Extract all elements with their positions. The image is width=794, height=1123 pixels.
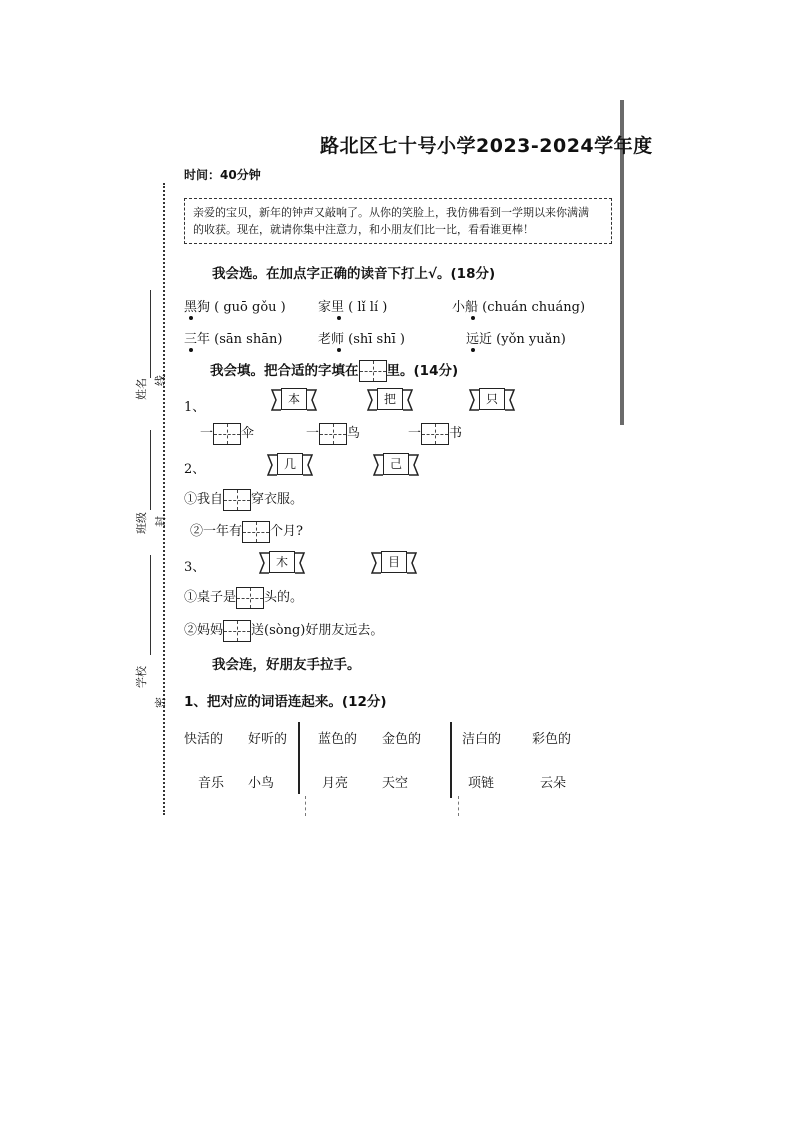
s1-item-1 <box>184 296 286 315</box>
q3-s1-post: 头的。 <box>264 590 304 605</box>
q3-s2-pre: ②妈妈 <box>184 623 224 638</box>
ribbon-char: 目 <box>381 551 407 573</box>
ribbon-char: 本 <box>281 388 307 410</box>
s1-item-2-options: ( lǐ lí ) <box>348 300 388 315</box>
s1-item-4-word: 三年 <box>184 332 211 347</box>
match-word-bottom[interactable]: 小鸟 <box>248 776 275 791</box>
q1-blank-3 <box>408 422 462 445</box>
class-write-line <box>150 430 151 510</box>
ribbon-char: 把 <box>377 388 403 410</box>
side-label-class: 班级 <box>135 512 148 534</box>
char-ribbon-6 <box>258 550 306 576</box>
emphasis-dot <box>471 316 475 320</box>
side-label-school: 学校 <box>135 666 148 688</box>
q2-sentence-1 <box>184 488 303 511</box>
q1-blank-2-pre: 一 <box>306 426 320 441</box>
group-divider-dashed <box>458 796 459 816</box>
match-word-bottom[interactable]: 月亮 <box>322 776 349 791</box>
match-word-bottom[interactable]: 项链 <box>468 776 495 791</box>
emphasis-dot <box>189 316 193 320</box>
answer-box[interactable] <box>223 489 251 511</box>
emphasis-dot <box>189 348 193 352</box>
q1-blank-2-post: 鸟 <box>347 426 361 441</box>
match-word-top[interactable]: 快活的 <box>184 732 224 747</box>
q3-sentence-1 <box>184 586 303 609</box>
q1-blank-3-post: 书 <box>449 426 463 441</box>
emphasis-dot <box>337 348 341 352</box>
s1-item-3-options: (chuán chuáng) <box>482 300 586 315</box>
q3-number: 3、 <box>184 560 206 575</box>
match-word-top[interactable]: 金色的 <box>382 732 422 747</box>
q2-number: 2、 <box>184 462 206 477</box>
match-word-bottom[interactable]: 音乐 <box>198 776 225 791</box>
s1-item-3 <box>452 296 585 315</box>
answer-box[interactable] <box>236 587 264 609</box>
group-divider <box>298 722 300 794</box>
char-ribbon-5 <box>372 452 420 478</box>
q3-sentence-2 <box>184 619 383 642</box>
s1-item-1-word: 黑狗 <box>184 300 211 315</box>
side-label-line: 线 <box>154 375 167 386</box>
s1-item-5-options: (shī shī ) <box>348 332 405 347</box>
q1-number: 1、 <box>184 400 206 415</box>
ribbon-char: 己 <box>383 453 409 475</box>
section3-heading: 我会连，好朋友手拉手。 <box>212 657 361 673</box>
q1-blank-1 <box>200 422 254 445</box>
page-title: 路北区七十号小学2023-2024学年度 <box>320 135 653 157</box>
char-ribbon-7 <box>370 550 418 576</box>
school-write-line <box>150 555 151 655</box>
s1-item-5 <box>318 328 405 347</box>
q3-s1-pre: ①桌子是 <box>184 590 237 605</box>
notice-line-2: 的收获。现在，就请你集中注意力，和小朋友们比一比，看看谁更棒！ <box>193 223 534 236</box>
match-word-top[interactable]: 好听的 <box>248 732 288 747</box>
section2-heading-pre: 我会填。把合适的字填在 <box>210 363 359 379</box>
section2-heading-post: 里。(14分) <box>386 363 459 379</box>
s1-item-5-word: 老师 <box>318 332 345 347</box>
q1-blank-2 <box>306 422 360 445</box>
char-ribbon-4 <box>266 452 314 478</box>
section2-heading <box>210 359 458 382</box>
q2-s1-pre: ①我自 <box>184 492 224 507</box>
emphasis-dot <box>337 316 341 320</box>
q2-sentence-2 <box>190 520 303 543</box>
s1-item-3-word: 小船 <box>452 300 479 315</box>
ribbon-char: 木 <box>269 551 295 573</box>
s1-item-6-options: (yǒn yuǎn) <box>496 332 566 347</box>
match-word-top[interactable]: 洁白的 <box>462 732 502 747</box>
match-word-top[interactable]: 蓝色的 <box>318 732 358 747</box>
name-write-line <box>150 290 151 378</box>
match-word-bottom[interactable]: 云朵 <box>540 776 567 791</box>
char-ribbon-3 <box>468 387 516 413</box>
emphasis-dot <box>471 348 475 352</box>
s1-item-1-options: ( guō gǒu ) <box>214 300 286 315</box>
exam-time: 时间：40分钟 <box>184 168 261 182</box>
char-ribbon-1 <box>270 387 318 413</box>
q2-s2-post: 个月? <box>270 524 303 539</box>
notice-line-1: 亲爱的宝贝，新年的钟声又敲响了。从你的笑脸上，我仿佛看到一学期以来你满满 <box>193 206 589 219</box>
s1-item-4-options: (sān shān) <box>214 332 283 347</box>
q1-blank-3-pre: 一 <box>408 426 422 441</box>
tian-grid-sample <box>359 360 387 382</box>
ribbon-char: 几 <box>277 453 303 475</box>
answer-box[interactable] <box>213 423 241 445</box>
side-label-seal: 封 <box>154 516 167 527</box>
match-word-top[interactable]: 彩色的 <box>532 732 572 747</box>
char-ribbon-2 <box>366 387 414 413</box>
q2-s1-post: 穿衣服。 <box>251 492 304 507</box>
q2-s2-pre: ②一年有 <box>190 524 243 539</box>
answer-box[interactable] <box>319 423 347 445</box>
binding-dotted-line <box>163 183 165 815</box>
answer-box[interactable] <box>421 423 449 445</box>
s1-item-2 <box>318 296 387 315</box>
q1-blank-1-pre: 一 <box>200 426 214 441</box>
s1-item-4 <box>184 328 282 347</box>
answer-box[interactable] <box>242 521 270 543</box>
answer-box[interactable] <box>223 620 251 642</box>
notice-box <box>184 198 612 244</box>
s1-item-2-word: 家里 <box>318 300 345 315</box>
match-word-bottom[interactable]: 天空 <box>382 776 409 791</box>
section1-heading: 我会选。在加点字正确的读音下打上√。(18分) <box>212 266 496 282</box>
q3-s2-post: 送(sòng)好朋友远去。 <box>251 623 384 638</box>
s1-item-6-word: 远近 <box>466 332 493 347</box>
group-divider <box>450 722 452 798</box>
ribbon-char: 只 <box>479 388 505 410</box>
group-divider-dashed <box>305 796 306 816</box>
s1-item-6 <box>466 328 566 347</box>
section3-sub: 1、把对应的词语连起来。(12分) <box>184 694 387 710</box>
side-label-dense: 密 <box>154 697 167 708</box>
side-label-name: 姓名 <box>135 378 148 400</box>
q1-blank-1-post: 伞 <box>241 426 255 441</box>
